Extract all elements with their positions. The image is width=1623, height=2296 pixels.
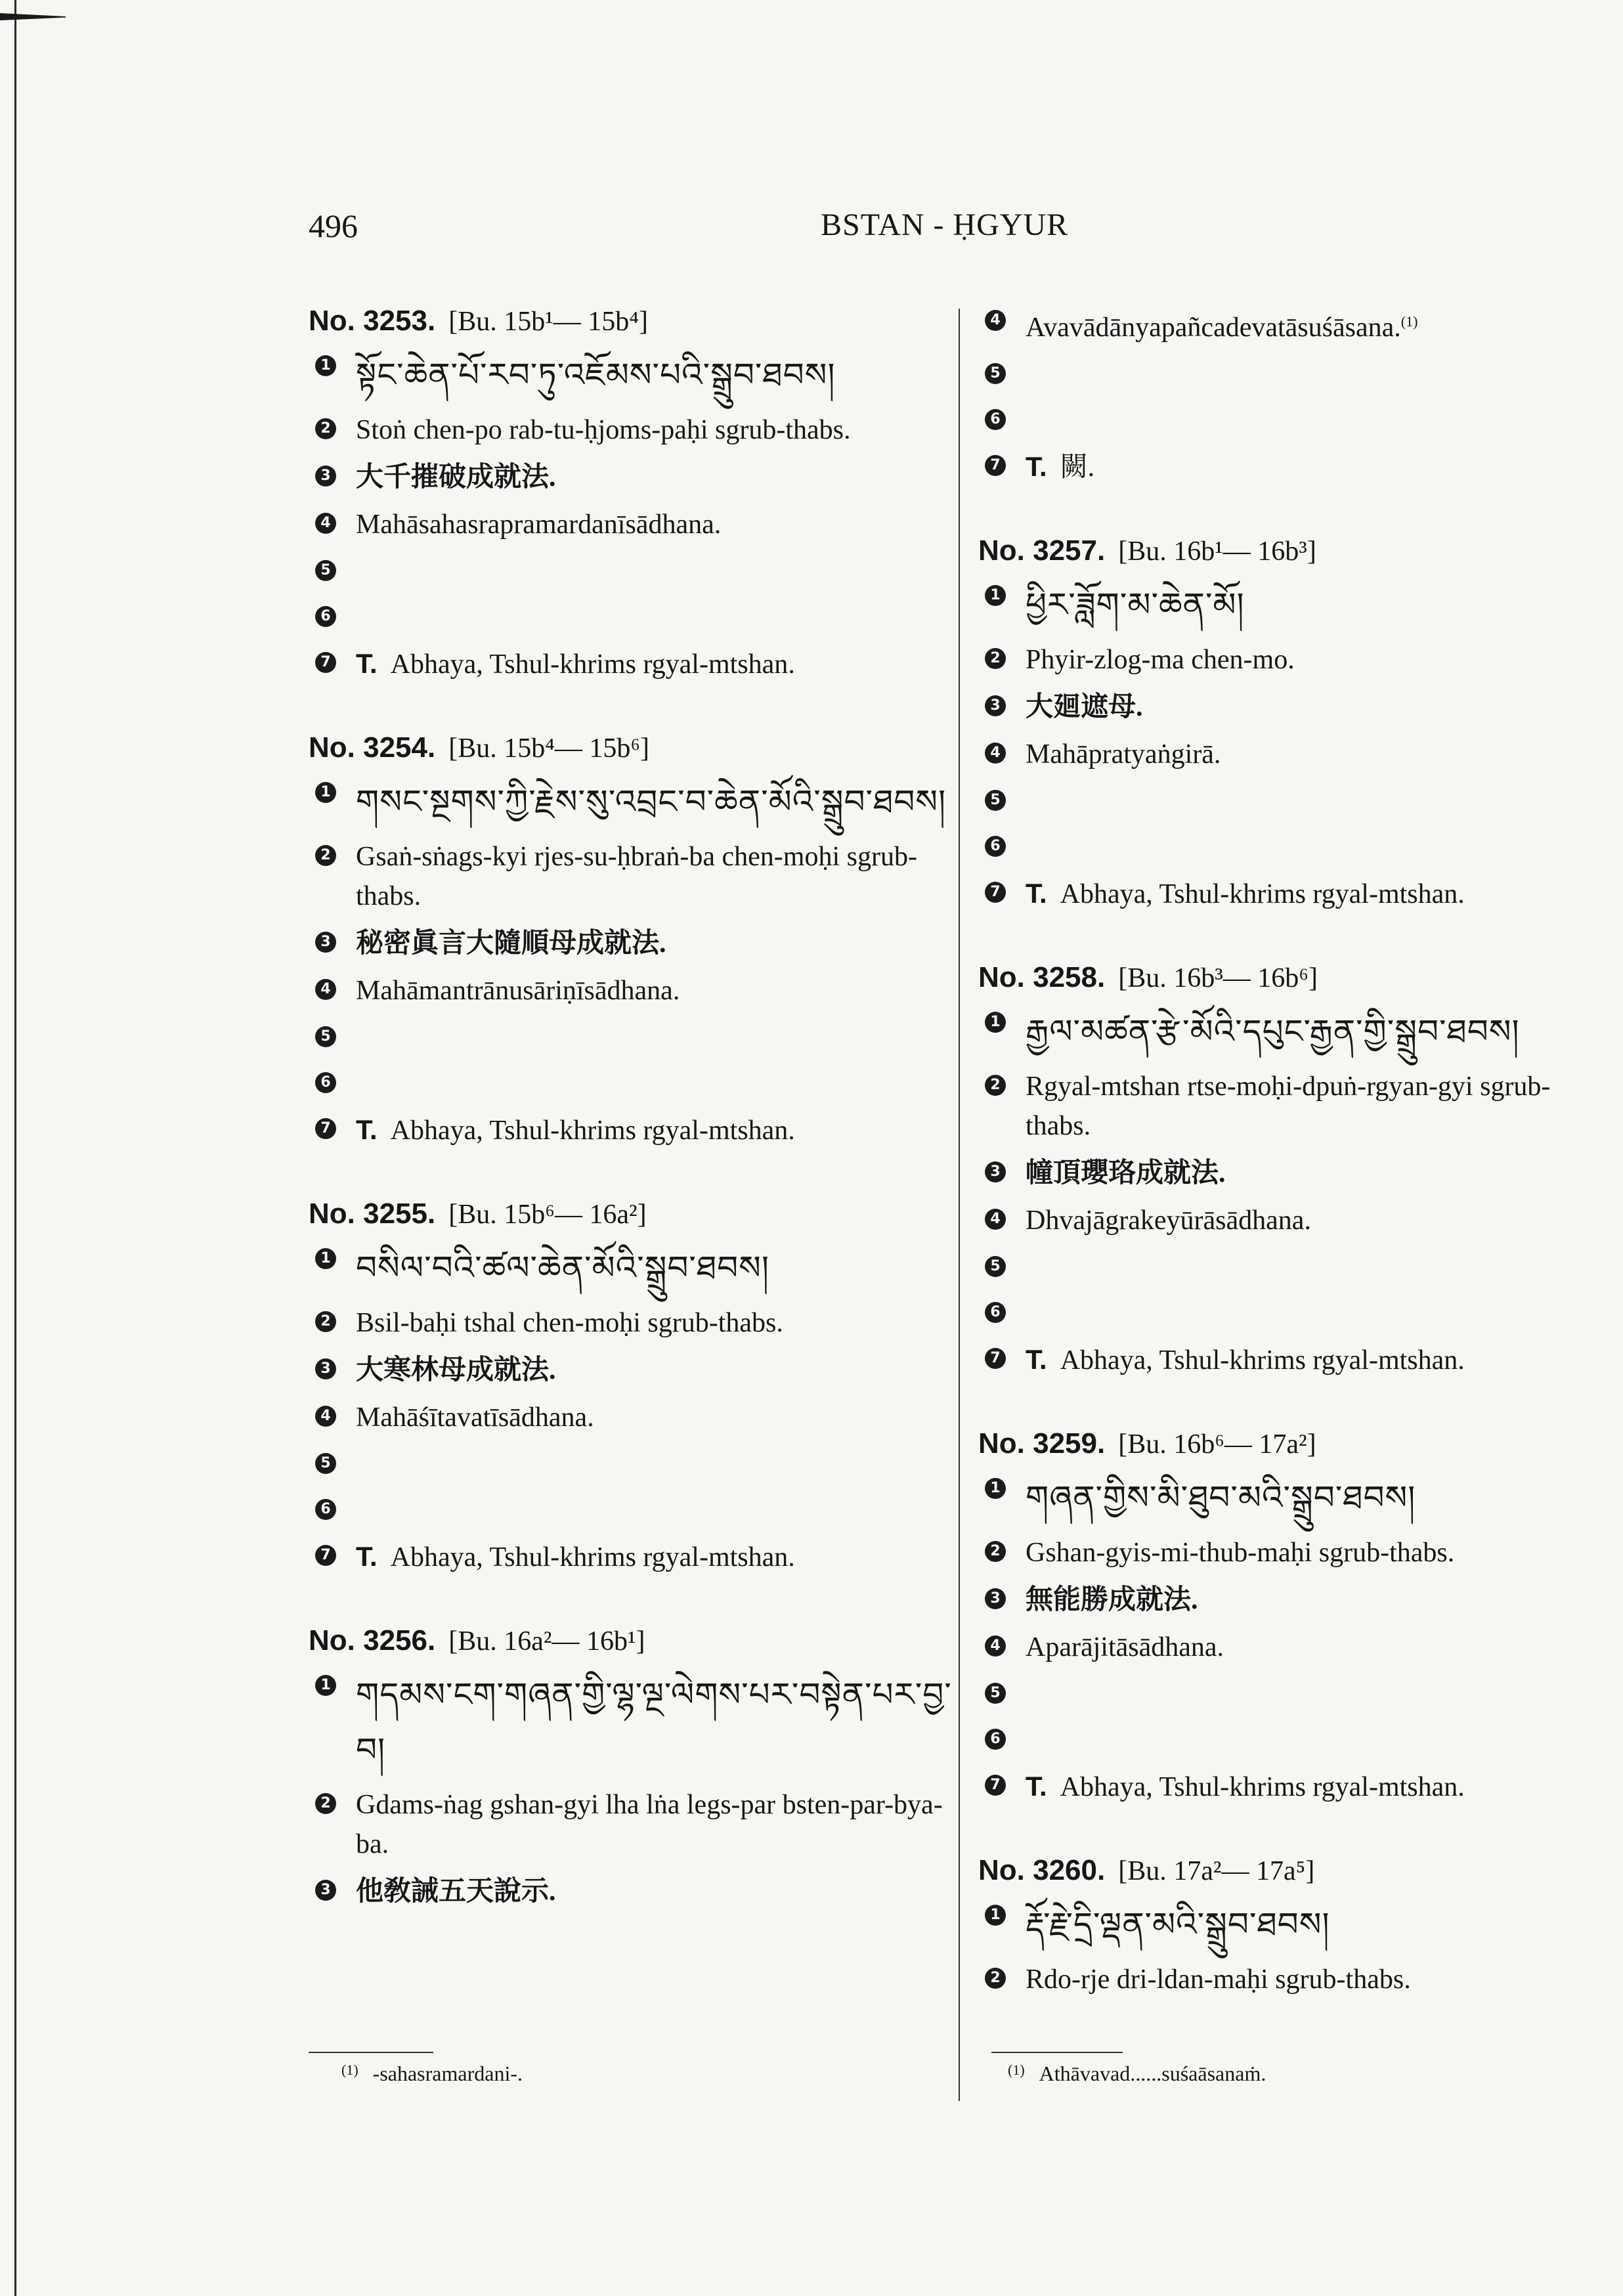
- field-number-6-icon: 6: [985, 409, 1006, 430]
- field-text: [356, 1240, 769, 1295]
- entry-heading: [978, 532, 1609, 571]
- footnote-reference: (1): [1400, 313, 1418, 330]
- field-row: [978, 302, 1609, 347]
- field-row: [978, 640, 1609, 680]
- field-row: [978, 447, 1609, 487]
- field-number-5-icon: 5: [985, 1256, 1006, 1277]
- field-number-6-icon: 6: [985, 1729, 1006, 1750]
- entry-heading: [309, 302, 959, 341]
- field-number-6-icon: 6: [315, 606, 336, 627]
- page-edge-mark: [0, 13, 66, 20]
- field-row: [309, 1872, 959, 1911]
- catalog-entry: [978, 959, 1609, 1380]
- field-text: [356, 505, 721, 544]
- field-number-3-icon: 3: [985, 1161, 1006, 1182]
- field-row: [978, 1897, 1609, 1952]
- catalog-entry: [309, 1622, 959, 1911]
- field-row: [978, 1580, 1609, 1620]
- folio-reference: [Bu. 16b¹— 16b³]: [1118, 536, 1316, 567]
- field-value: Gdams-ṅag gshan-gyi lha lṅa legs-par bsten-par-bya-ba.: [356, 1790, 943, 1859]
- field-value: 大千摧破成就法.: [356, 462, 556, 492]
- field-text: [356, 458, 556, 497]
- field-number-5-icon: 5: [985, 790, 1006, 811]
- field-text: [1026, 1580, 1198, 1620]
- field-row: [309, 1064, 959, 1102]
- catalog-entry: [978, 532, 1609, 914]
- entry-number: No. 3254.: [309, 731, 436, 764]
- catalog-entry: [309, 729, 959, 1150]
- field-number-1-icon: 1: [985, 1478, 1006, 1499]
- field-value: Rgyal-mtshan rtse-moḥi-dpuṅ-rgyan-gyi sgrub-thabs.: [1026, 1072, 1551, 1141]
- field-value: 幢頂瓔珞成就法.: [1026, 1158, 1226, 1188]
- field-text: [1026, 735, 1221, 774]
- entry-heading: [309, 1195, 959, 1234]
- footnote-left: [341, 2062, 523, 2086]
- field-row: [978, 355, 1609, 393]
- field-number-4-icon: 4: [315, 1406, 336, 1427]
- field-value: སྟོང་ཆེན་པོ་རབ་ཏུ་འཇོམས་པའི་སྒྲུབ་ཐབས།: [356, 357, 836, 393]
- entry-number: No. 3260.: [978, 1854, 1106, 1886]
- footnote-text: Athāvavad......suśaāsanaṁ.: [1039, 2062, 1266, 2085]
- field-number-6-icon: 6: [315, 1072, 336, 1093]
- field-number-1-icon: 1: [985, 1012, 1006, 1033]
- field-value: Abhaya, Tshul-khrims rgyal-mtshan.: [390, 1542, 795, 1572]
- field-row: [309, 971, 959, 1010]
- field-number-4-icon: 4: [985, 1209, 1006, 1230]
- page-edge-line: [14, 0, 16, 2296]
- field-row: [978, 1248, 1609, 1286]
- right-column: [978, 302, 1609, 2044]
- field-row: [309, 458, 959, 497]
- field-row: [309, 1491, 959, 1529]
- footnote-mark: (1): [341, 2062, 358, 2078]
- column-divider: [959, 309, 960, 2101]
- field-row: [978, 1470, 1609, 1525]
- field-row: [978, 687, 1609, 727]
- left-column: [309, 302, 959, 1956]
- field-value: Rdo-rje dri-ldan-maḥi sgrub-thabs.: [1026, 1964, 1411, 1995]
- field-number-7-icon: 7: [985, 1775, 1006, 1796]
- field-number-4-icon: 4: [985, 1635, 1006, 1657]
- field-row: [309, 1240, 959, 1295]
- field-value: 無能勝成就法.: [1026, 1585, 1198, 1615]
- field-value: Gshan-gyis-mi-thub-maḥi sgrub-thabs.: [1026, 1538, 1455, 1568]
- entry-number: No. 3256.: [309, 1624, 436, 1657]
- field-number-1-icon: 1: [985, 1905, 1006, 1926]
- field-text: [1026, 1470, 1416, 1525]
- field-number-1-icon: 1: [315, 355, 336, 376]
- field-number-1-icon: 1: [985, 585, 1006, 606]
- field-number-3-icon: 3: [315, 1358, 336, 1379]
- field-value: Mahāśītavatīsādhana.: [356, 1402, 594, 1433]
- footnote-right: [1008, 2062, 1266, 2086]
- field-text: [356, 1872, 556, 1911]
- field-text: [1026, 1897, 1330, 1952]
- field-number-3-icon: 3: [985, 1588, 1006, 1609]
- field-text: [356, 644, 795, 684]
- field-row: [309, 1110, 959, 1150]
- field-number-5-icon: 5: [315, 1453, 336, 1474]
- field-value: Abhaya, Tshul-khrims rgyal-mtshan.: [390, 649, 795, 680]
- field-row: [978, 1004, 1609, 1059]
- field-number-5-icon: 5: [315, 1026, 336, 1047]
- field-text: [1026, 302, 1417, 347]
- field-text: [1026, 640, 1295, 680]
- field-value: 大廻遮母.: [1026, 692, 1143, 722]
- field-text: [1026, 1960, 1411, 1999]
- entry-number: No. 3255.: [309, 1198, 436, 1230]
- field-text: [1026, 1533, 1454, 1572]
- page-number: 496: [309, 207, 358, 244]
- field-text: [356, 1398, 594, 1437]
- field-text: [1026, 874, 1465, 914]
- field-row: [309, 347, 959, 402]
- field-number-6-icon: 6: [985, 1302, 1006, 1323]
- field-value: Gsaṅ-sṅags-kyi rjes-su-ḥbraṅ-ba chen-moḥi sgrub-thabs.: [356, 842, 917, 911]
- field-value: གསང་སྔགས་ཀྱི་རྗེས་སུ་འབྲང་བ་ཆེན་མོའི་སྒྲུབ་ཐབས།: [356, 783, 947, 820]
- folio-reference: [Bu. 15b⁶— 16a²]: [448, 1200, 647, 1230]
- field-value: Bsil-baḥi tshal chen-moḥi sgrub-thabs.: [356, 1308, 783, 1338]
- field-number-3-icon: 3: [315, 932, 336, 953]
- field-number-4-icon: 4: [315, 979, 336, 1000]
- field-number-7-icon: 7: [315, 652, 336, 673]
- field-text: [1026, 1201, 1311, 1240]
- field-number-6-icon: 6: [315, 1499, 336, 1520]
- translator-label: T.: [1026, 878, 1047, 909]
- field-value: Mahāpratyaṅgirā.: [1026, 739, 1221, 769]
- field-row: [978, 735, 1609, 774]
- field-text: [1026, 577, 1245, 632]
- field-value: གཞན་གྱིས་མི་ཐུབ་མའི་སྒྲུབ་ཐབས།: [1026, 1479, 1416, 1516]
- field-row: [309, 837, 959, 916]
- footnote-text: -sahasramardani-.: [372, 2062, 523, 2085]
- field-value: རྒྱལ་མཚན་རྩེ་མོའི་དཔུང་རྒྱན་གྱི་སྒྲུབ་ཐབས།: [1026, 1013, 1520, 1050]
- entry-heading: [309, 729, 959, 768]
- field-value: ཕྱིར་ཟློག་མ་ཆེན་མོ།: [1026, 586, 1245, 623]
- field-value: 大寒林母成就法.: [356, 1355, 556, 1385]
- field-text: [356, 924, 666, 963]
- entry-number: No. 3258.: [978, 961, 1106, 993]
- field-row: [978, 1767, 1609, 1807]
- field-number-2-icon: 2: [985, 648, 1006, 669]
- field-row: [978, 1675, 1609, 1713]
- field-number-7-icon: 7: [315, 1118, 336, 1139]
- field-number-4-icon: 4: [315, 513, 336, 534]
- translator-label: T.: [356, 648, 378, 679]
- field-row: [978, 1154, 1609, 1193]
- field-text: [356, 1667, 959, 1777]
- field-number-1-icon: 1: [315, 1675, 336, 1696]
- entry-number: No. 3257.: [978, 534, 1106, 567]
- field-text: [1026, 687, 1143, 727]
- entry-heading: [978, 959, 1609, 997]
- field-number-7-icon: 7: [985, 455, 1006, 476]
- field-row: [978, 828, 1609, 866]
- field-row: [309, 1018, 959, 1056]
- field-row: [309, 1303, 959, 1343]
- entry-number: No. 3253.: [309, 305, 436, 337]
- field-text: [356, 1537, 795, 1577]
- field-number-3-icon: 3: [315, 1880, 336, 1901]
- field-number-4-icon: 4: [985, 310, 1006, 331]
- field-number-7-icon: 7: [315, 1545, 336, 1566]
- field-value: Dhvajāgrakeyūrāsādhana.: [1026, 1205, 1311, 1236]
- field-text: [1026, 1628, 1224, 1667]
- field-value: 闕.: [1060, 452, 1095, 483]
- field-number-5-icon: 5: [315, 560, 336, 581]
- field-row: [978, 1340, 1609, 1380]
- field-number-4-icon: 4: [985, 743, 1006, 764]
- field-value: Mahāsahasrapramardanīsādhana.: [356, 509, 722, 540]
- field-number-3-icon: 3: [315, 466, 336, 487]
- field-text: [356, 1785, 959, 1864]
- field-value: Abhaya, Tshul-khrims rgyal-mtshan.: [1060, 879, 1465, 909]
- folio-reference: [Bu. 17a²— 17a⁵]: [1118, 1856, 1315, 1886]
- folio-reference: [Bu. 15b⁴— 15b⁶]: [448, 733, 649, 764]
- field-row: [309, 598, 959, 636]
- field-number-2-icon: 2: [315, 418, 336, 439]
- folio-reference: [Bu. 16b³— 16b⁶]: [1118, 963, 1318, 993]
- catalog-entry: [978, 302, 1609, 487]
- field-value: གདམས་ངག་གཞན་གྱི་ལྷ་ལྔ་ལེགས་པར་བསྟེན་པར་བྱ་བ།: [356, 1676, 952, 1768]
- field-row: [309, 505, 959, 544]
- field-text: [356, 1110, 795, 1150]
- field-row: [978, 1294, 1609, 1332]
- translator-label: T.: [1026, 1771, 1047, 1802]
- field-number-2-icon: 2: [315, 1793, 336, 1814]
- field-text: [356, 410, 851, 450]
- field-row: [309, 1398, 959, 1437]
- footnote-rule-right: [991, 2052, 1123, 2053]
- field-text: [1026, 1154, 1226, 1193]
- footnote-mark: (1): [1008, 2062, 1025, 2078]
- field-row: [309, 410, 959, 450]
- field-row: [309, 644, 959, 684]
- field-text: [1026, 1067, 1609, 1146]
- translator-label: T.: [356, 1114, 378, 1145]
- field-row: [309, 552, 959, 590]
- field-text: [356, 971, 680, 1010]
- field-value: རྡོ་རྗེ་དྲི་ལྡན་མའི་སྒྲུབ་ཐབས།: [1026, 1906, 1330, 1943]
- field-row: [978, 401, 1609, 439]
- field-text: [356, 347, 836, 402]
- field-value: Aparājitāsādhana.: [1026, 1632, 1224, 1662]
- translator-label: T.: [1026, 451, 1047, 482]
- field-value: Phyir-zlog-ma chen-mo.: [1026, 645, 1295, 675]
- field-number-2-icon: 2: [315, 1311, 336, 1332]
- field-row: [978, 1960, 1609, 1999]
- field-value: Abhaya, Tshul-khrims rgyal-mtshan.: [1060, 1772, 1465, 1802]
- entry-heading: [978, 1852, 1609, 1890]
- field-number-7-icon: 7: [985, 1348, 1006, 1369]
- field-number-5-icon: 5: [985, 363, 1006, 384]
- field-value: Stoṅ chen-po rab-tu-ḥjoms-paḥi sgrub-thabs.: [356, 415, 851, 445]
- footnote-rule-left: [309, 2052, 433, 2053]
- field-text: [356, 774, 946, 829]
- field-text: [1026, 1767, 1465, 1807]
- field-row: [978, 874, 1609, 914]
- field-number-2-icon: 2: [985, 1968, 1006, 1989]
- field-value: Abhaya, Tshul-khrims rgyal-mtshan.: [1060, 1345, 1465, 1375]
- field-text: [356, 837, 959, 916]
- catalog-entry: [978, 1852, 1609, 1999]
- field-text: [1026, 447, 1094, 487]
- field-value: Avavādānyapañcadevatāsuśāsana.: [1026, 313, 1401, 343]
- field-row: [309, 1667, 959, 1777]
- field-number-2-icon: 2: [315, 845, 336, 866]
- folio-reference: [Bu. 16a²— 16b¹]: [448, 1626, 645, 1657]
- field-number-2-icon: 2: [985, 1075, 1006, 1096]
- field-value: 秘密眞言大隨順母成就法.: [356, 928, 666, 959]
- catalog-entry: [309, 302, 959, 684]
- field-row: [309, 774, 959, 829]
- field-row: [309, 1785, 959, 1864]
- entry-heading: [309, 1622, 959, 1660]
- field-row: [978, 577, 1609, 632]
- field-number-3-icon: 3: [985, 695, 1006, 716]
- field-row: [978, 1201, 1609, 1240]
- field-row: [309, 924, 959, 963]
- field-number-1-icon: 1: [315, 782, 336, 803]
- field-text: [356, 1351, 556, 1390]
- field-row: [309, 1537, 959, 1577]
- field-row: [309, 1351, 959, 1390]
- entry-number: No. 3259.: [978, 1427, 1106, 1460]
- translator-label: T.: [1026, 1344, 1047, 1375]
- running-head: BSTAN - ḤGYUR: [821, 207, 1069, 242]
- field-number-5-icon: 5: [985, 1683, 1006, 1704]
- field-value: Mahāmantrānusāriṇīsādhana.: [356, 976, 680, 1006]
- field-row: [978, 1721, 1609, 1759]
- translator-label: T.: [356, 1541, 378, 1572]
- field-row: [978, 1628, 1609, 1667]
- field-row: [978, 782, 1609, 820]
- field-value: Abhaya, Tshul-khrims rgyal-mtshan.: [390, 1116, 795, 1146]
- field-text: [1026, 1340, 1465, 1380]
- field-number-7-icon: 7: [985, 882, 1006, 903]
- field-text: [356, 1303, 783, 1343]
- field-number-1-icon: 1: [315, 1248, 336, 1269]
- field-row: [978, 1067, 1609, 1146]
- field-number-2-icon: 2: [985, 1541, 1006, 1562]
- field-text: [1026, 1004, 1520, 1059]
- field-value: བསིལ་བའི་ཚལ་ཆེན་མོའི་སྒྲུབ་ཐབས།: [356, 1249, 769, 1286]
- catalog-entry: [309, 1195, 959, 1577]
- folio-reference: [Bu. 16b⁶— 17a²]: [1118, 1429, 1316, 1460]
- field-row: [309, 1445, 959, 1483]
- folio-reference: [Bu. 15b¹— 15b⁴]: [448, 307, 648, 337]
- catalog-entry: [978, 1425, 1609, 1807]
- entry-heading: [978, 1425, 1609, 1463]
- field-row: [978, 1533, 1609, 1572]
- field-number-6-icon: 6: [985, 836, 1006, 857]
- field-value: 他敎誡五天說示.: [356, 1876, 556, 1907]
